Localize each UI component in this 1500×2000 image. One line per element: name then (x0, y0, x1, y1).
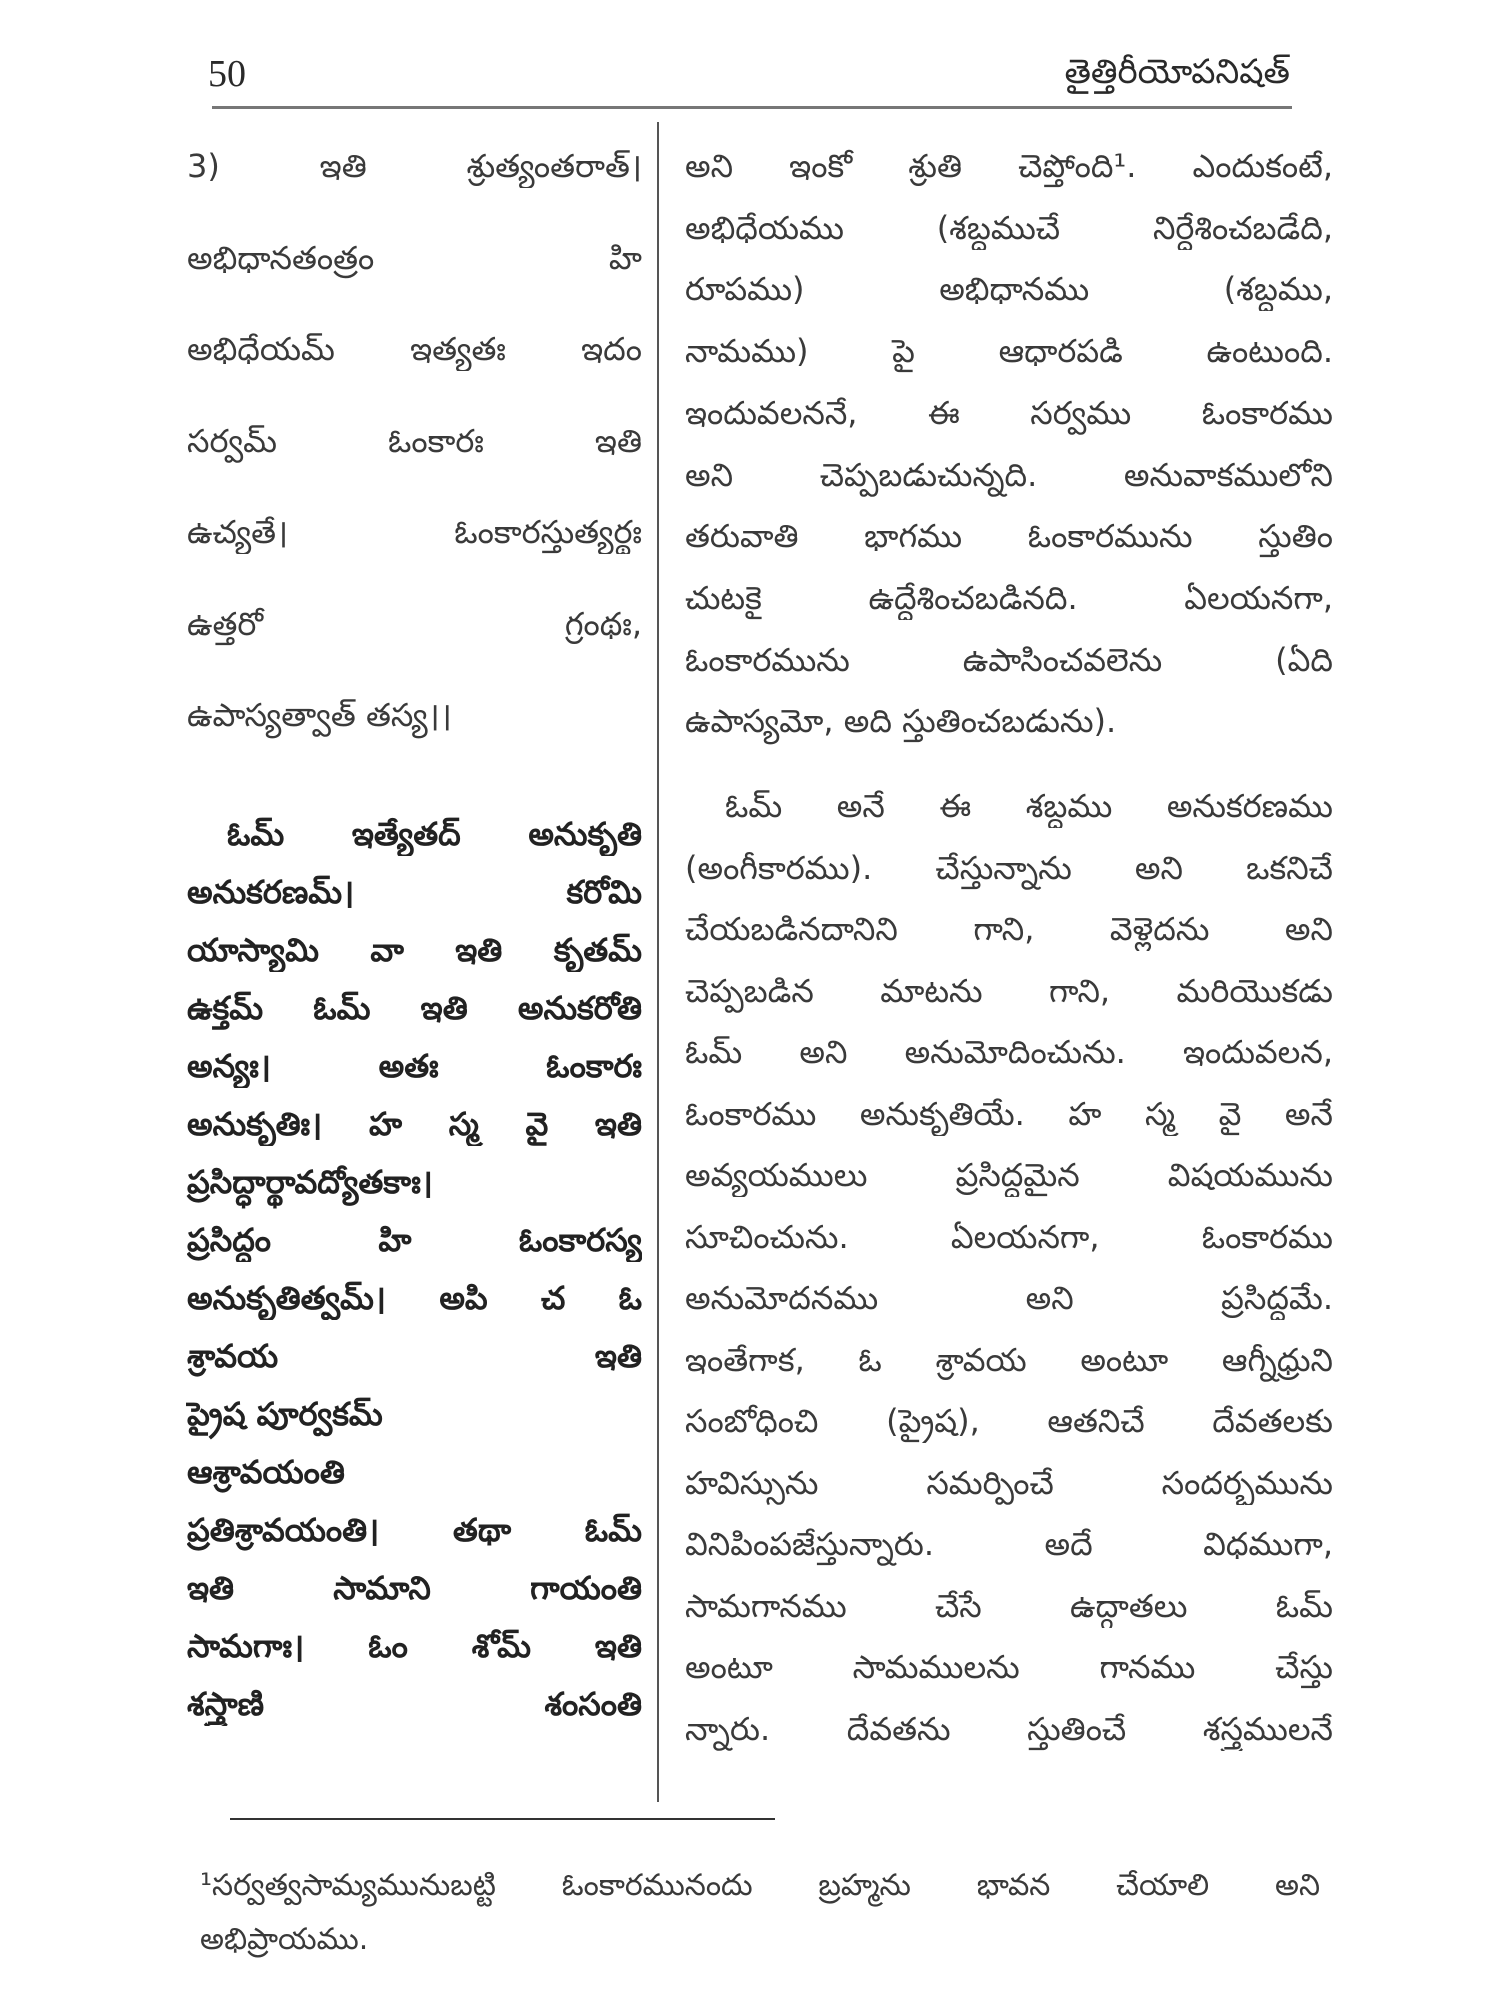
paragraph-2-line: ఓమ్ అనే ఈ శబ్దము అనుకరణము (725, 787, 1333, 825)
paragraph-2-line: (అంగీకారము). చేస్తున్నాను అని ఒకనిచే (685, 848, 1333, 887)
commentary-line: శస్త్రాణి శంసంతి (187, 1685, 642, 1723)
paragraph-2-line: ఇంతేగాక, ఓ శ్రావయ అంటూ ఆగ్నీధ్రుని (685, 1340, 1333, 1379)
commentary-line: యాస్యామి వా ఇతి కృతమ్ (187, 931, 642, 969)
paragraph-1-line: ఓంకారమును ఉపాసించవలెను (ఏది (685, 640, 1333, 679)
footnote-line: అభిప్రాయము. (200, 1922, 369, 1957)
paragraph-1-line: ఇందువలననే, ఈ సర్వము ఓంకారము (685, 393, 1333, 432)
paragraph-1-line: ఉపాస్యమో, అది స్తుతించబడును). (685, 702, 1117, 741)
footnote-line: ¹సర్వత్వసామ్యమునుబట్టి ఓంకారమునందు బ్రహ్మను భావన చేయాలి అని (200, 1868, 1320, 1903)
paragraph-2-line: అనుమోదనము అని ప్రసిద్ధమే. (685, 1279, 1333, 1317)
verse-line: అభిధానతంత్రం హి (187, 238, 642, 277)
commentary-line: ప్రతిశ్రావయంతి। తథా ఓమ్ (187, 1511, 642, 1549)
paragraph-2-line: ఓంకారము అనుకృతియే. హ స్మ వై అనే (685, 1094, 1333, 1133)
paragraph-2-line: చేయబడినదానిని గాని, వెళ్లెదను అని (685, 910, 1333, 948)
paragraph-2-line: అవ్యయములు ప్రసిద్ధమైన విషయమును (685, 1156, 1333, 1194)
commentary-line: శ్రావయ ఇతి (187, 1337, 642, 1375)
paragraph-2-line: అంటూ సామములను గానము చేస్తు (685, 1648, 1333, 1686)
paragraph-1-line: రూపము) అభిధానము (శబ్దము, (685, 270, 1333, 309)
running-title: తైత్తిరీయోపనిషత్ (1064, 52, 1290, 92)
paragraph-1-line: అని చెప్పబడుచున్నది. అనువాకములోని (685, 455, 1333, 494)
commentary-line: అనుకృతిత్వమ్। అపి చ ఓ (187, 1279, 642, 1317)
paragraph-2-line: వినిపింపజేస్తున్నారు. అదే విధముగా, (685, 1525, 1333, 1563)
paragraph-1-line: నామము) పై ఆధారపడి ఉంటుంది. (685, 332, 1333, 371)
header-rule (212, 106, 1292, 109)
paragraph-2-line: ఓమ్ అని అనుమోదించును. ఇందువలన, (685, 1033, 1333, 1071)
paragraph-2-line: సంబోధించి (ప్రైష), ఆతనిచే దేవతలకు (685, 1402, 1333, 1440)
column-divider (657, 122, 659, 1802)
page-number: 50 (208, 53, 246, 95)
paragraph-2-line: హవిస్సును సమర్పించే సందర్భమును (685, 1463, 1333, 1502)
paragraph-1-line: అభిధేయము (శబ్దముచే నిర్దేశించబడేది, (685, 208, 1333, 247)
paragraph-1-line: అని ఇంకో శ్రుతి చెప్తోంది¹. ఎందుకంటే, (685, 147, 1333, 185)
commentary-line: సామగాః। ఓం శోమ్ ఇతి (187, 1627, 642, 1665)
verse-line: ఉపాస్యత్వాత్ తస్య।। (187, 696, 452, 734)
commentary-line: ప్రసిద్ధార్థావద్యోతకాః। (187, 1163, 433, 1201)
commentary-line: ఆశ్రావయంతి (187, 1453, 345, 1491)
verse-line: ఉచ్యతే। ఓంకారస్తుత్యర్థః (187, 513, 642, 551)
footnote-rule (230, 1818, 775, 1820)
paragraph-2-line: సూచించును. ఏలయనగా, ఓంకారము (685, 1217, 1333, 1256)
commentary-line: అన్యః। అతః ఓంకారః (187, 1047, 642, 1085)
commentary-line: ప్రైష పూర్వకమ్ (187, 1395, 383, 1433)
paragraph-2-line: చెప్పబడిన మాటను గాని, మరియొకడు (685, 971, 1333, 1010)
commentary-line: ఓమ్ ఇత్యేతద్ అనుకృతి (227, 815, 642, 853)
commentary-line: అనుకృతిః। హ స్మ వై ఇతి (187, 1105, 642, 1143)
verse-line: 3) ఇతి శ్రుత్యంతరాత్। (187, 147, 642, 185)
paragraph-1-line: చుటకై ఉద్దేశించబడినది. ఏలయనగా, (685, 578, 1333, 617)
commentary-line: ఉక్తమ్ ఓమ్ ఇతి అనుకరోతి (187, 989, 642, 1027)
commentary-line: ఇతి సామాని గాయంతి (187, 1569, 642, 1607)
paragraph-2-line: సామగానము చేసే ఉద్గాతలు ఓమ్ (685, 1586, 1333, 1625)
verse-line: సర్వమ్ ఓంకారః ఇతి (187, 421, 642, 460)
paragraph-1-line: తరువాతి భాగము ఓంకారమును స్తుతిం (685, 517, 1333, 556)
commentary-line: ప్రసిద్ధం హి ఓంకారస్య (187, 1221, 642, 1259)
verse-line: అభిధేయమ్ ఇత్యతః ఇదం (187, 330, 642, 368)
commentary-line: అనుకరణమ్। కరోమి (187, 873, 642, 911)
paragraph-2-line: న్నారు. దేవతను స్తుతించే శస్త్రములనే (685, 1709, 1333, 1748)
verse-line: ఉత్తరో గ్రంథః, (187, 604, 642, 643)
